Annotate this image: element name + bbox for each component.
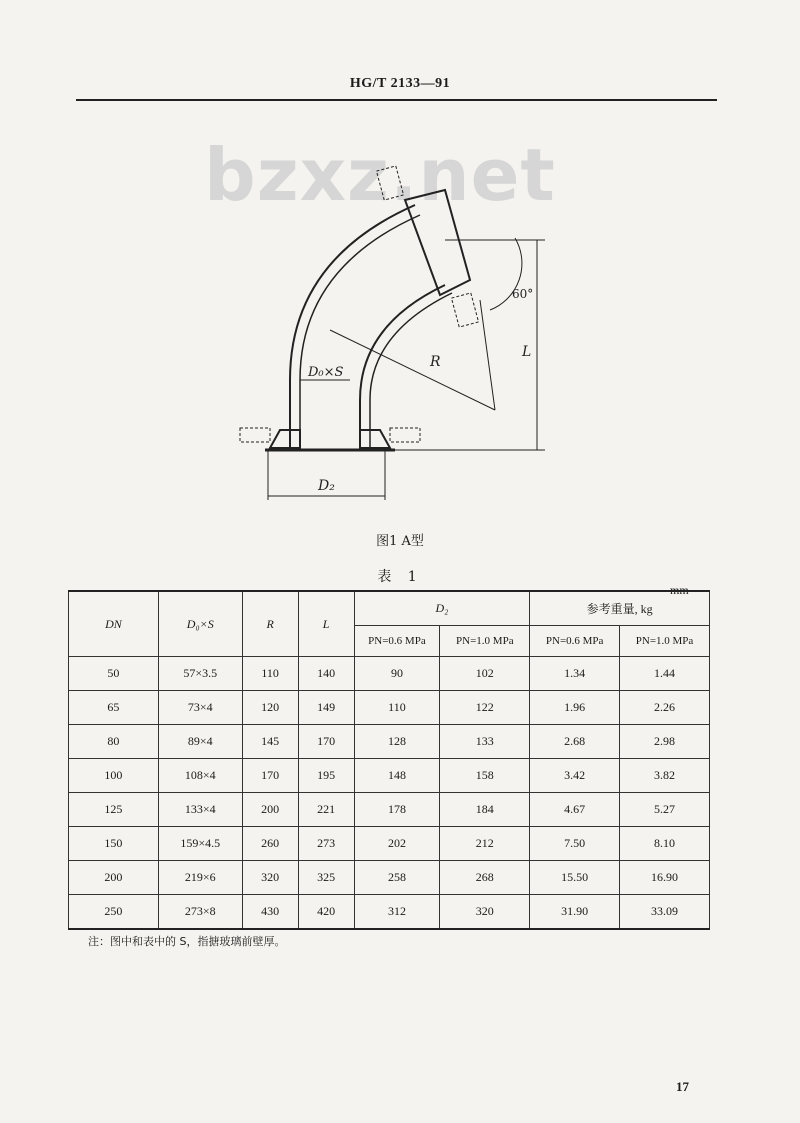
table-cell: 108×4	[158, 759, 242, 793]
label-r: R	[430, 354, 441, 370]
watermark: bzxz.net	[204, 133, 556, 217]
table-cell: 110	[242, 657, 298, 691]
header-pn10: PN=1.0 MPa	[440, 626, 530, 657]
table-title: 表 1	[377, 569, 423, 585]
table-row	[69, 827, 710, 861]
table-cell: 120	[242, 691, 298, 725]
table-cell: 122	[440, 691, 530, 725]
table-row	[69, 657, 710, 691]
table-cell: 178	[354, 793, 440, 827]
table-row	[69, 861, 710, 895]
table-cell: 145	[242, 725, 298, 759]
table-cell: 2.98	[620, 725, 710, 759]
table-cell: 184	[440, 793, 530, 827]
table-cell: 195	[298, 759, 354, 793]
table-cell: 31.90	[530, 895, 620, 930]
label-d-s: D₀×S	[308, 365, 344, 380]
table-cell: 73×4	[158, 691, 242, 725]
table-cell: 65	[69, 691, 159, 725]
table-cell: 57×3.5	[158, 657, 242, 691]
table-cell: 273×8	[158, 895, 242, 930]
table-cell: 33.09	[620, 895, 710, 930]
table-cell: 250	[69, 895, 159, 930]
spec-table	[68, 590, 710, 930]
table-cell: 258	[354, 861, 440, 895]
table-cell: 1.44	[620, 657, 710, 691]
table-cell: 80	[69, 725, 159, 759]
table-note: 注：图中和表中的 S，指搪玻璃前壁厚。	[88, 935, 286, 948]
table-cell: 4.67	[530, 793, 620, 827]
label-l: L	[522, 344, 532, 360]
table-cell: 430	[242, 895, 298, 930]
unit-label: mm	[670, 583, 689, 597]
table-cell: 2.26	[620, 691, 710, 725]
document-code: HG/T 2133—91	[349, 76, 451, 91]
elbow-outer-wall	[290, 205, 415, 448]
table-row	[69, 895, 710, 930]
table-cell: 8.10	[620, 827, 710, 861]
header-d2: D₂	[354, 591, 530, 626]
table-cell: 3.42	[530, 759, 620, 793]
table-cell: 420	[298, 895, 354, 930]
table-cell: 312	[354, 895, 440, 930]
table-cell: 133×4	[158, 793, 242, 827]
table-cell: 158	[440, 759, 530, 793]
table-cell: 1.34	[530, 657, 620, 691]
header-dn: DN	[69, 591, 159, 657]
bottom-right-flange	[360, 430, 390, 448]
table-cell: 15.50	[530, 861, 620, 895]
table-cell: 100	[69, 759, 159, 793]
table-cell: 260	[242, 827, 298, 861]
table-cell: 148	[354, 759, 440, 793]
table-cell: 2.68	[530, 725, 620, 759]
table-cell: 320	[440, 895, 530, 930]
table-cell: 125	[69, 793, 159, 827]
table-cell: 159×4.5	[158, 827, 242, 861]
label-angle: 60°	[512, 287, 534, 301]
table-cell: 325	[298, 861, 354, 895]
page-number: 17	[676, 1079, 689, 1094]
table-cell: 202	[354, 827, 440, 861]
table-cell: 128	[354, 725, 440, 759]
table-cell: 89×4	[158, 725, 242, 759]
table-cell: 170	[242, 759, 298, 793]
table-cell: 50	[69, 657, 159, 691]
table-cell: 320	[242, 861, 298, 895]
table-cell: 5.27	[620, 793, 710, 827]
header-pn10-weight: PN=1.0 MPa	[620, 626, 710, 657]
table-cell: 212	[440, 827, 530, 861]
table-row	[69, 691, 710, 725]
table-cell: 219×6	[158, 861, 242, 895]
table-cell: 268	[440, 861, 530, 895]
table-cell: 221	[298, 793, 354, 827]
header-pn06: PN=0.6 MPa	[354, 626, 440, 657]
table-cell: 16.90	[620, 861, 710, 895]
elbow-drawing	[0, 160, 800, 520]
table-cell: 200	[242, 793, 298, 827]
table-cell: 149	[298, 691, 354, 725]
table-row	[69, 759, 710, 793]
header-pn06-weight: PN=0.6 MPa	[530, 626, 620, 657]
figure-caption: 图1 A型	[376, 534, 424, 549]
table-cell: 110	[354, 691, 440, 725]
header-weight: 参考重量, kg	[530, 591, 710, 626]
header-ds: D₀×S	[158, 591, 242, 657]
label-d2: D₂	[318, 478, 335, 494]
table-cell: 140	[298, 657, 354, 691]
table-cell: 170	[298, 725, 354, 759]
bottom-left-flange	[270, 430, 300, 448]
table-row	[69, 725, 710, 759]
table-cell: 3.82	[620, 759, 710, 793]
table-cell: 200	[69, 861, 159, 895]
table-cell: 273	[298, 827, 354, 861]
table-cell: 7.50	[530, 827, 620, 861]
table-row	[69, 793, 710, 827]
header-r: R	[242, 591, 298, 657]
table-body	[69, 657, 710, 930]
table-cell: 133	[440, 725, 530, 759]
table-cell: 90	[354, 657, 440, 691]
header-l: L	[298, 591, 354, 657]
table-cell: 150	[69, 827, 159, 861]
table-cell: 1.96	[530, 691, 620, 725]
header-rule	[76, 99, 717, 101]
table-cell: 102	[440, 657, 530, 691]
